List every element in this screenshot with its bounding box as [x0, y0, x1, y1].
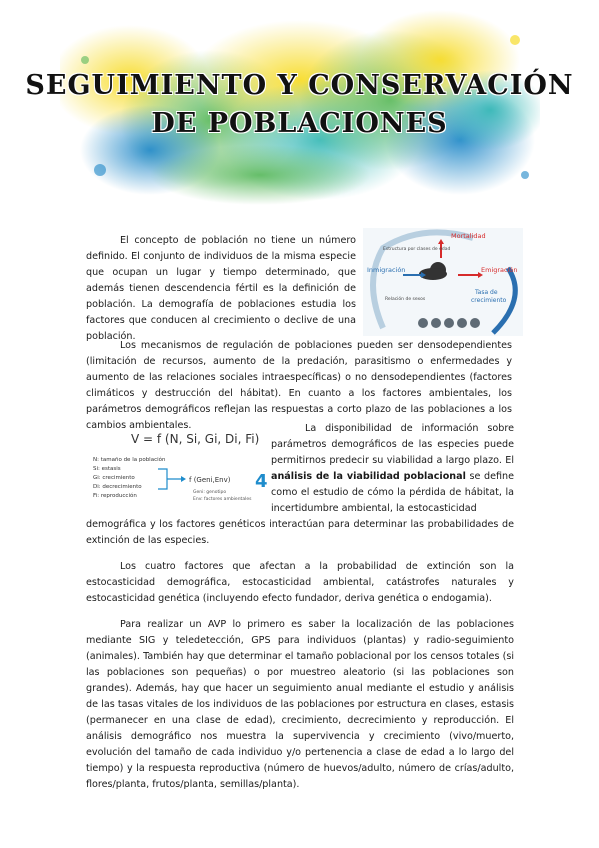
page-title-line2: DE POBLACIONES	[151, 108, 448, 139]
legend-env: Env: factores ambientales	[193, 497, 252, 502]
population-diagram	[363, 228, 523, 336]
p3-bold-term: análisis de la viabilidad poblacional	[271, 471, 466, 482]
legend-gi: Gi: crecimiento	[93, 475, 135, 481]
legend-geni: Geni: genotipo	[193, 490, 227, 495]
paragraph-1: El concepto de población no tiene un número definido. El conjunto de individuos de la misma especie que ocupan un lugar y tiempo determinado, que además tienen descendencia fértil es la definición de población. La demografía de poblaciones estudia los factores que conducen al crecimiento o declive de una población.	[86, 235, 356, 342]
paragraph-3-part1	[271, 421, 514, 517]
legend-fi: Fi: reproducción	[93, 493, 137, 499]
label-tasa-1: Tasa de	[475, 289, 498, 296]
paragraph-3-part2: demográfica y los factores genéticos interactúan para determinar las probabilidades de extinción de las especies.	[86, 519, 514, 546]
paragraph-2: Los mecanismos de regulación de poblaciones pueden ser densodependientes (limitación de recursos, aumento de la predación, parasitismo o enfermedades y aumento de las relaciones sociales intraespecíficas) o no densodependientes (factores climáticos y destrucción del hábitat). En cuanto a los factores ambientales, los parámetros demográficos reflejan las respuestas a corto plazo de las poblaciones a los cambios ambientales.	[86, 340, 512, 431]
watercolor-splash	[60, 0, 540, 210]
legend-di: Di: decrecimiento	[93, 484, 142, 490]
viability-formula-figure	[83, 427, 273, 517]
bracket-arrow	[158, 469, 181, 489]
label-estructura: Estructura por clases de edad	[383, 247, 451, 252]
label-tasa-2: crecimiento	[471, 297, 507, 304]
figure-number: 4	[255, 471, 268, 492]
header-watercolor	[60, 0, 540, 210]
label-relacion: Relación de sexos	[385, 297, 426, 302]
label-inmigracion: Inmigración	[367, 266, 406, 274]
label-mortalidad: Mortalidad	[451, 232, 486, 240]
formula-text: V = f (N, Si, Gi, Di, Fi)	[131, 432, 260, 446]
page-title-line1: SEGUIMIENTO Y CONSERVACIÓN	[25, 70, 574, 101]
legend-si: Si: estasis	[93, 466, 121, 472]
paragraph-5: Para realizar un AVP lo primero es saber la localización de las poblaciones mediante SIG y teledetección, GPS para individuos (plantas) y radio-seguimiento (animales). También hay que determinar el tamaño poblacional por los censos totales (si las poblaciones son pequeñas) o por muestreo aleatorio (si las poblaciones son grandes). Además, hay que hacer un seguimiento anual mediante el estudio y análisis de las tasas vitales de los individuos de las poblaciones por estructura en clases, estasis (permanecer en una clase de edad), crecimiento, decrecimiento y reproducción. El análisis demográfico nos muestra la supervivencia y crecimiento (vivo/muerto, evolución del tamaño de cada individuo y/o pertenencia a clase de edad a lo largo del tiempo) y la respuesta reproductiva (número de huevos/adulto, número de crías/adulto, flores/planta, frutos/planta, semillas/planta).	[86, 619, 514, 790]
label-emigracion: Emigración	[481, 266, 518, 274]
legend-n: N: tamaño de la población	[93, 457, 166, 463]
paragraph-4: Los cuatro factores que afectan a la probabilidad de extinción son la estocasticidad demográfica, estocasticidad ambiental, catástrofes naturales y estocasticidad genética (incluyendo efecto fundador, deriva genética o endogamia).	[86, 561, 514, 604]
p3-text-a: La disponibilidad de información sobre parámetros demográficos de las especies puede permitirnos predecir su viabilidad a largo plazo. El	[271, 423, 514, 466]
function-text: f (Geni,Env)	[189, 476, 231, 484]
p3-text-b: se define como el estudio de cómo la pérdida de hábitat, la incertidumbre ambiental, la estocasticidad	[271, 471, 515, 514]
